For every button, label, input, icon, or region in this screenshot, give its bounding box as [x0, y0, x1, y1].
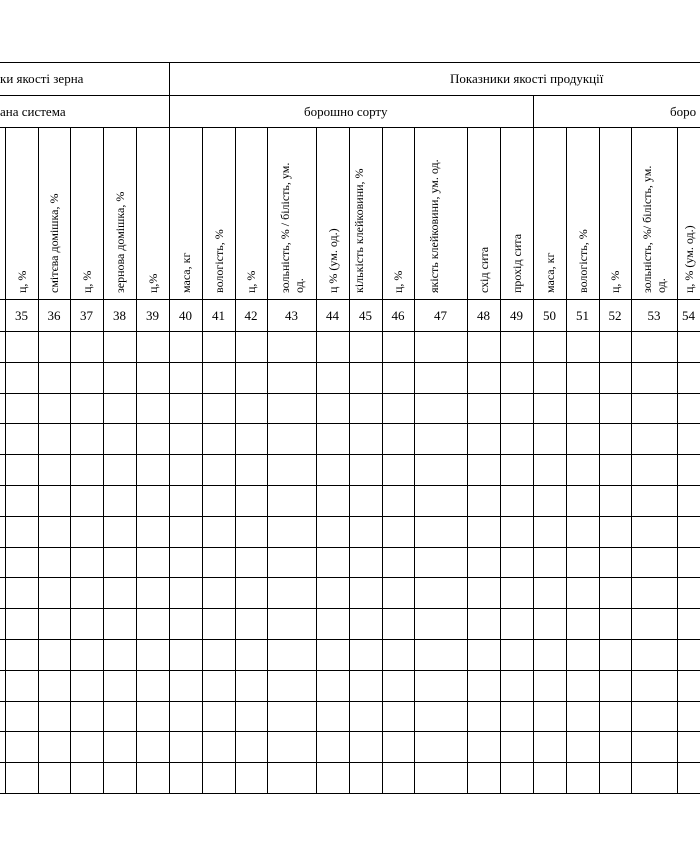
header-divider: [0, 95, 700, 96]
row-divider: [0, 762, 700, 763]
column-number: 41: [212, 308, 225, 323]
column-label: ц, % (ум. од.): [681, 225, 696, 293]
column-number: 54: [682, 308, 695, 323]
column-divider: [316, 127, 317, 793]
column-label: зернова домішка, %: [112, 191, 127, 293]
grain-quality-header: ки якості зерна: [0, 71, 84, 86]
row-divider: [0, 608, 700, 609]
column-number: 50: [543, 308, 556, 323]
column-label: вологість, %: [211, 229, 226, 293]
group-divider: [169, 62, 170, 793]
column-label: ц, %: [608, 270, 622, 293]
column-number: 38: [113, 308, 126, 323]
column-number: 44: [326, 308, 339, 323]
column-label: вологість, %: [575, 229, 590, 293]
column-number: 52: [608, 308, 622, 323]
group-divider: [533, 95, 534, 793]
number-row-divider: [0, 331, 700, 332]
row-divider: [0, 423, 700, 424]
row-divider: [0, 485, 700, 486]
row-divider: [0, 393, 700, 394]
column-number: 42: [244, 308, 258, 323]
column-number: 46: [391, 308, 405, 323]
column-divider: [414, 127, 415, 793]
column-divider: [70, 127, 71, 793]
column-divider: [5, 127, 6, 793]
column-label: схід сита: [476, 246, 491, 293]
column-divider: [599, 127, 600, 793]
row-divider: [0, 670, 700, 671]
table-top-border: [0, 62, 700, 63]
column-divider: [349, 127, 350, 793]
column-number: 49: [510, 308, 523, 323]
column-number: 53: [647, 308, 661, 323]
row-divider: [0, 516, 700, 517]
column-number: 36: [47, 308, 61, 323]
column-divider: [382, 127, 383, 793]
header-divider: [0, 127, 700, 128]
column-divider: [267, 127, 268, 793]
column-number: 51: [576, 308, 589, 323]
column-divider: [103, 127, 104, 793]
column-number: 43: [285, 308, 298, 323]
column-divider: [235, 127, 236, 793]
column-number: 48: [477, 308, 490, 323]
column-divider: [631, 127, 632, 793]
column-label: маса, кг: [542, 252, 557, 293]
row-divider: [0, 701, 700, 702]
column-divider: [677, 127, 678, 793]
column-number: 37: [80, 308, 93, 323]
column-divider: [38, 127, 39, 793]
column-number: 45: [359, 308, 372, 323]
row-divider: [0, 454, 700, 455]
label-row-divider: [0, 299, 700, 300]
column-label: ц, %: [14, 270, 29, 293]
row-divider: [0, 793, 700, 794]
row-divider: [0, 547, 700, 548]
row-divider: [0, 639, 700, 640]
row-divider: [0, 362, 700, 363]
column-number: 47: [434, 308, 447, 323]
column-label: якість клейковини, ум. од.: [426, 159, 441, 293]
column-label: ц, %: [391, 270, 405, 293]
column-divider: [500, 127, 501, 793]
column-label: ц, %: [244, 270, 258, 293]
row-divider: [0, 731, 700, 732]
product-quality-header: Показники якості продукції: [450, 71, 604, 86]
column-divider: [566, 127, 567, 793]
column-label: маса, кг: [178, 252, 193, 293]
column-label: зольність, %/ білість, ум. од.: [640, 165, 668, 293]
column-divider: [202, 127, 203, 793]
system-header: ана система: [0, 104, 66, 119]
column-label: смітєва домішка, %: [47, 193, 61, 293]
flour-grade-header: борошно сорту: [304, 104, 388, 119]
row-divider: [0, 577, 700, 578]
column-label: кількість клейковини, %: [351, 168, 366, 293]
column-divider: [467, 127, 468, 793]
column-number: 40: [179, 308, 192, 323]
column-label: прохід сита: [509, 233, 524, 293]
column-number: 39: [146, 308, 159, 323]
column-label: ц, %: [79, 270, 94, 293]
column-divider: [136, 127, 137, 793]
column-label: зольність, % / білість, ум. од.: [277, 162, 306, 293]
column-label: ц,%: [145, 273, 160, 293]
column-label: ц % (ум. од.): [325, 228, 340, 293]
flour-grade-header-2: боро: [670, 104, 697, 119]
column-number: 35: [15, 308, 28, 323]
